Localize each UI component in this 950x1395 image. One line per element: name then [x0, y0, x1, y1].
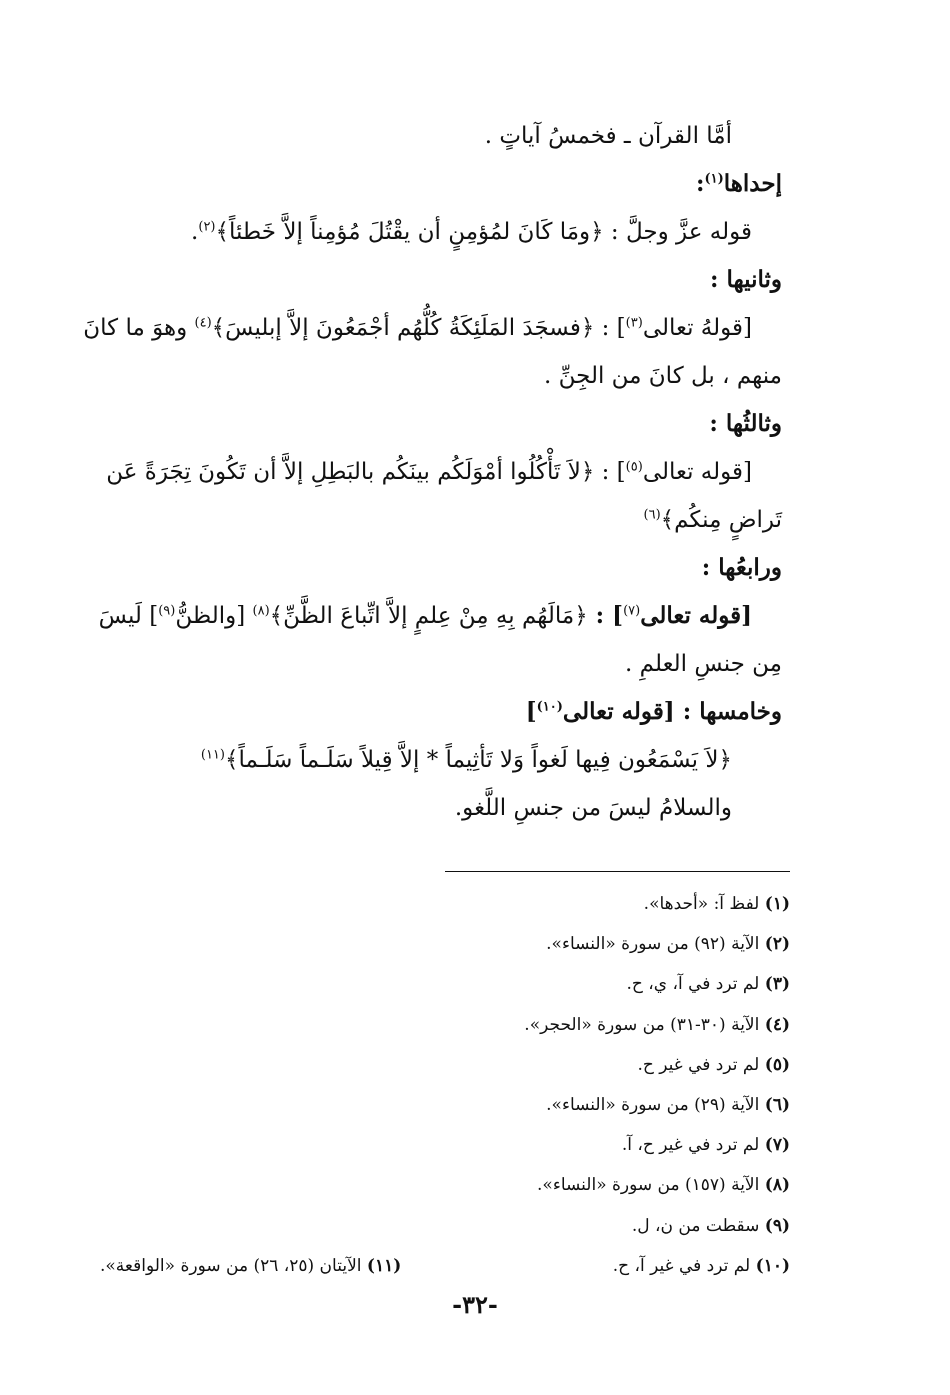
- bracket: ] :: [594, 315, 626, 341]
- section-heading: [108, 160, 782, 208]
- footnote-text: لم ترد في آ، ي، ح.: [626, 974, 765, 995]
- quran-verse: ﴿ومَا كَانَ لمُؤمِنٍ أن يقْتُلَ مُؤمِناً إلاَّ خَطئاً﴾: [215, 219, 604, 245]
- text-line: منهم ، بل كانَ من الجِنِّ .: [543, 363, 782, 389]
- footnote-item: [100, 1246, 401, 1286]
- quran-verse: ﴿لاَ يَسْمَعُون فِيها لَغواً وَلا تَأثِيماً * إلاَّ قِيلاً سَلَـماً سَلَـماً﴾: [225, 747, 732, 773]
- footnote-item: [100, 884, 790, 924]
- punctuation: .: [191, 219, 199, 245]
- quote-intro: [قوله تعالى: [640, 602, 752, 629]
- section-heading: وثالثُها :: [709, 410, 782, 437]
- footnote-number: (٩): [764, 1215, 790, 1236]
- footnote-divider: [445, 871, 790, 872]
- footnote-number: (١): [764, 894, 790, 914]
- quote-intro: [قوله تعالى: [562, 698, 675, 725]
- page-number: -٣٢-: [452, 1290, 498, 1319]
- bracket: ] :: [587, 602, 624, 629]
- main-text: [83, 112, 782, 832]
- footnote-text: لفظ آ: «أحدها».: [643, 894, 765, 914]
- footnote-number: (١٠): [755, 1255, 790, 1276]
- quran-verse: ﴿مَالَهُم بِهِ مِنْ عِلمٍ إلاَّ اتِّباعَ الظَّنِّ﴾: [269, 603, 588, 629]
- text-continuation: وهوَ ما كانَ: [83, 315, 195, 341]
- text-line: أمَّا القرآن ـ فخمسُ آياتٍ .: [484, 123, 732, 149]
- footnote-ref[interactable]: (٢): [198, 219, 216, 235]
- section-heading: وثانيها :: [710, 266, 782, 293]
- footnote-text: لم ترد في غير ح، آ.: [621, 1135, 765, 1156]
- text-line: [108, 448, 782, 496]
- footnote-text: لم ترد في غير آ، ح.: [612, 1255, 756, 1276]
- text-line: والسلامُ ليسَ من جنسِ اللَّغو.: [454, 795, 732, 821]
- footnote-item: [613, 1246, 790, 1286]
- footnote-ref[interactable]: (١١): [200, 747, 225, 763]
- footnote-number: (٢): [764, 934, 790, 955]
- quran-verse: تَراضٍ مِنكُم﴾: [660, 507, 782, 533]
- footnote-ref[interactable]: (٧): [623, 603, 641, 619]
- footnote-number: (٣): [764, 974, 790, 995]
- footnote-item: [100, 1045, 790, 1085]
- footnote-number: (٥): [764, 1054, 790, 1075]
- footnote-item: [100, 1085, 790, 1125]
- footnote-number: (٦): [764, 1095, 790, 1116]
- text-line: [108, 208, 782, 256]
- footnote-text: الآيتان (٢٥، ٢٦) من سورة «الواقعة».: [100, 1255, 367, 1276]
- footnote-text: الآية (٩٢) من سورة «النساء».: [546, 934, 765, 955]
- quran-verse: ﴿فسجَدَ المَلَئِكَةُ كُلُّهُم أجْمَعُونَ إلاَّ إبليسَ﴾: [211, 315, 595, 341]
- bracket: ]: [525, 698, 537, 725]
- footnote-text: لم ترد في غير ح.: [637, 1054, 765, 1075]
- footnotes: [100, 884, 790, 1286]
- footnote-text: الآية (٢٩) من سورة «النساء».: [546, 1095, 765, 1116]
- footnote-ref[interactable]: (١): [704, 171, 724, 187]
- text-continuation: ] لَيسَ: [98, 603, 159, 629]
- quote-intro: [قولهُ تعالى: [642, 315, 752, 341]
- quran-verse: ﴿لاَ تَأْكُلُوا أمْوَلَكُم بينَكُم بالبَطِلِ إلاَّ أن تَكُونَ تِجَرَةً عَن: [106, 459, 595, 485]
- footnote-number: (٤): [764, 1014, 790, 1035]
- text-line: [108, 736, 782, 784]
- heading-text: إحداها: [723, 170, 782, 197]
- text-line: [108, 496, 782, 544]
- quote-intro: [قوله تعالى: [642, 459, 752, 485]
- footnote-number: (٨): [764, 1175, 790, 1196]
- footnote-number: (٧): [764, 1135, 790, 1156]
- footnote-number: (١١): [366, 1255, 402, 1276]
- bracket: ] :: [594, 459, 626, 485]
- quote-intro: قوله عزَّ وجلَّ :: [603, 219, 752, 245]
- footnote-ref[interactable]: (٥): [625, 459, 643, 475]
- footnote-ref[interactable]: (٦): [643, 507, 661, 523]
- footnote-item: [100, 964, 790, 1004]
- heading-colon: :: [695, 170, 705, 197]
- section-heading: ورابعُها :: [701, 554, 782, 581]
- footnote-row: [100, 1246, 790, 1286]
- footnote-item: [100, 1005, 790, 1045]
- section-heading: [108, 688, 782, 736]
- footnote-ref[interactable]: (٩): [158, 603, 176, 619]
- text-line: [83, 304, 782, 352]
- footnote-ref[interactable]: (٤): [194, 315, 212, 331]
- footnote-text: الآية (١٥٧) من سورة «النساء».: [537, 1175, 765, 1196]
- footnote-item: [100, 1125, 790, 1165]
- text-continuation: [والظنُّ: [175, 603, 253, 629]
- text-line: مِن جنسِ العلمِ .: [625, 651, 782, 677]
- text-line: [98, 592, 782, 640]
- footnote-text: الآية (٣٠-٣١) من سورة «الحجر».: [524, 1014, 765, 1035]
- footnote-text: سقطت من ن، ل.: [631, 1215, 765, 1236]
- footnote-item: [100, 1165, 790, 1205]
- footnote-ref[interactable]: (٨): [252, 603, 270, 619]
- footnote-item: [100, 924, 790, 964]
- footnote-ref[interactable]: (٣): [625, 315, 643, 331]
- footnote-ref[interactable]: (١٠): [536, 699, 563, 715]
- heading-text: وخامسها :: [674, 698, 782, 725]
- footnote-item: [100, 1206, 790, 1246]
